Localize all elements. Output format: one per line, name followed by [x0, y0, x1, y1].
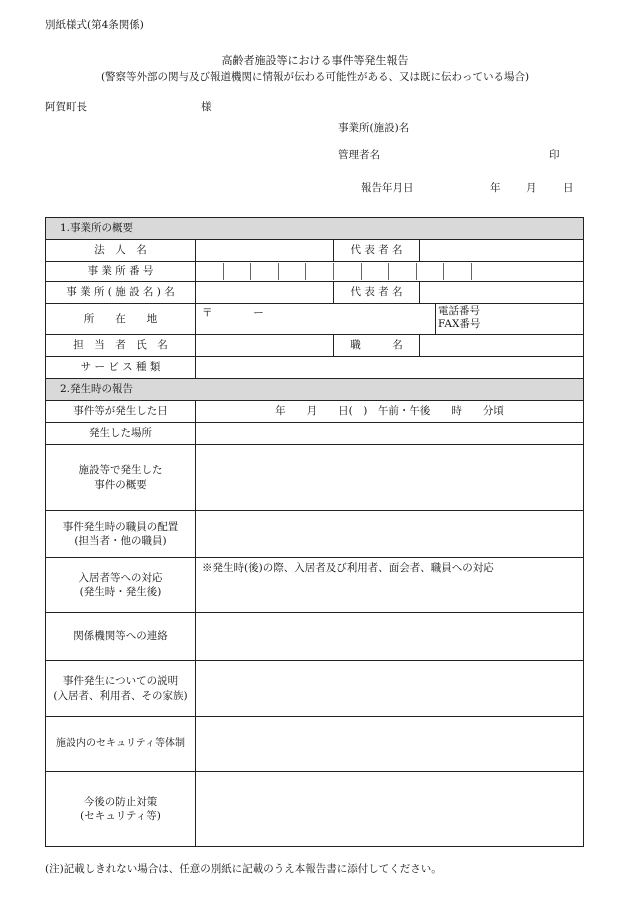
phone-label: 電話番号: [438, 305, 480, 317]
report-form-table: [45, 217, 584, 847]
office-number-digit[interactable]: [250, 263, 278, 280]
address-label: 所 在 地: [46, 304, 196, 335]
rep-name-field-1[interactable]: [420, 240, 584, 262]
service-type-field[interactable]: [196, 357, 584, 379]
security-field[interactable]: [196, 717, 584, 772]
office-number-digit[interactable]: [223, 263, 251, 280]
service-type-label: サ ー ビ ス 種 類: [46, 357, 196, 379]
summary-field[interactable]: [196, 445, 584, 511]
office-number-field[interactable]: [196, 262, 584, 282]
office-number-digit[interactable]: [361, 263, 389, 280]
prevention-label: 今後の防止対策 (セキュリティ等): [46, 772, 196, 847]
contact-label: 関係機関等への連絡: [46, 613, 196, 661]
fax-label: FAX番号: [438, 318, 481, 331]
corp-name-field[interactable]: [196, 240, 334, 262]
response-label: 入居者等への対応 (発生時・発生後): [46, 558, 196, 613]
explanation-field[interactable]: [196, 661, 584, 717]
report-date-label: 報告年月日: [361, 182, 414, 194]
rep-name-label-2: 代 表 者 名: [334, 282, 420, 304]
occurred-date-label: 事件等が発生した日: [46, 401, 196, 423]
honorific: 様: [201, 101, 212, 113]
office-name-label: 事 業 所 ( 施 設 名 ) 名: [46, 282, 196, 304]
person-in-charge-field[interactable]: [196, 335, 334, 357]
page-title: 高齢者施設等における事件等発生報告: [221, 54, 409, 67]
security-label: 施設内のセキュリティ等体制: [46, 717, 196, 772]
office-number-digit[interactable]: [443, 263, 472, 280]
office-number-digit[interactable]: [333, 263, 361, 280]
person-in-charge-label: 担 当 者 氏 名: [46, 335, 196, 357]
explanation-label: 事件発生についての説明 (入居者、利用者、その家族): [46, 661, 196, 717]
footer-note: (注)記載しきれない場合は、任意の別紙に記載のうえ本報告書に添付してください。: [45, 863, 442, 875]
report-month: 月: [526, 182, 537, 194]
report-year: 年: [490, 182, 501, 194]
postal-dash: ー: [253, 307, 264, 319]
seal-mark: 印: [549, 149, 560, 161]
page-subtitle: (警察等外部の関与及び報道機関に情報が伝わる可能性がある、又は既に伝わっている場合): [100, 71, 530, 83]
facility-name-label: 事業所(施設)名: [338, 122, 410, 134]
rep-name-field-2[interactable]: [420, 282, 584, 304]
office-number-digit[interactable]: [305, 263, 333, 280]
contact-field[interactable]: [196, 613, 584, 661]
office-number-digit[interactable]: [416, 263, 444, 280]
office-number-digit[interactable]: [278, 263, 306, 280]
section1-header: 1.事業所の概要: [46, 218, 584, 240]
address-field[interactable]: [196, 304, 436, 335]
staff-field[interactable]: [196, 511, 584, 558]
contact-numbers[interactable]: [436, 304, 584, 335]
prevention-field[interactable]: [196, 772, 584, 847]
form-reference: 別紙様式(第4条関係): [45, 19, 144, 31]
office-number-digit[interactable]: [388, 263, 416, 280]
manager-label: 管理者名: [338, 149, 380, 161]
position-label: 職 名: [334, 335, 420, 357]
office-name-field[interactable]: [196, 282, 334, 304]
response-note: ※発生時(後)の際、入居者及び利用者、面会者、職員への対応: [202, 562, 494, 574]
section2-header: 2.発生時の報告: [46, 379, 584, 401]
summary-label: 施設等で発生した 事件の概要: [46, 445, 196, 511]
office-number-label: 事 業 所 番 号: [46, 262, 196, 282]
place-field[interactable]: [196, 423, 584, 445]
report-day: 日: [563, 182, 574, 194]
place-label: 発生した場所: [46, 423, 196, 445]
response-field[interactable]: [196, 558, 584, 613]
postal-mark: 〒: [202, 307, 213, 319]
staff-label: 事件発生時の職員の配置 (担当者・他の職員): [46, 511, 196, 558]
rep-name-label-1: 代 表 者 名: [334, 240, 420, 262]
office-number-digit[interactable]: [196, 263, 223, 280]
corp-name-label: 法 人 名: [46, 240, 196, 262]
addressee: 阿賀町長: [45, 101, 87, 113]
occurred-date-field[interactable]: 年 月 日( ) 午前・午後 時 分頃: [196, 401, 584, 423]
position-field[interactable]: [420, 335, 584, 357]
